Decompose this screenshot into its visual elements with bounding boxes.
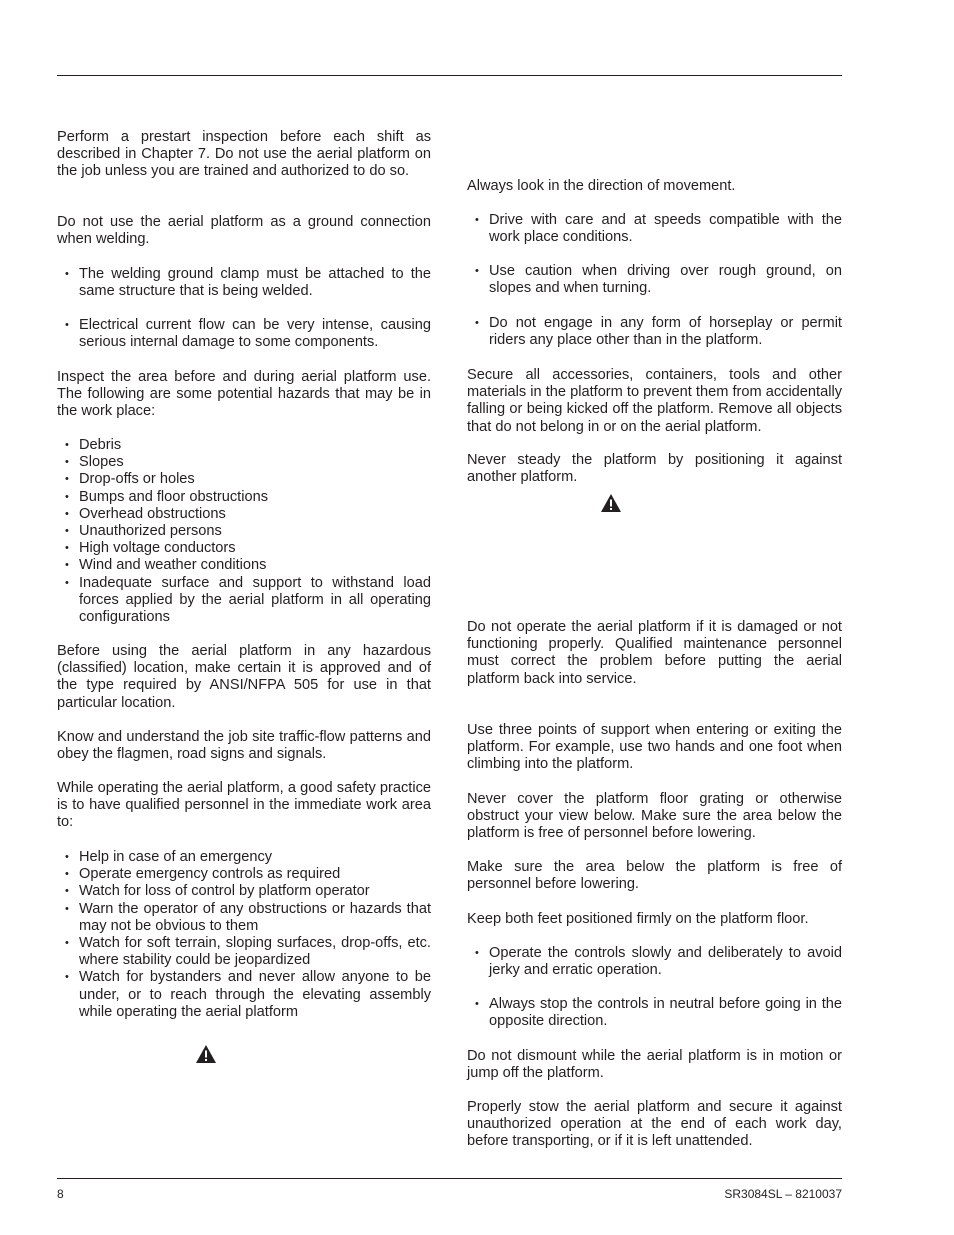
list-item: • The welding ground clamp must be attached to the same structure that is being welded.	[57, 266, 431, 300]
stow-paragraph: Properly stow the aerial platform and secure it against unauthorized operation at the end of each work day, before transporting, or if it is left unattended.	[467, 1099, 842, 1150]
list-item: • Watch for soft terrain, sloping surfaces, drop-offs, etc. where stability could be jeopardized	[57, 935, 431, 969]
list-item: • Drop-offs or holes	[57, 471, 431, 488]
dismount-paragraph: Do not dismount while the aerial platform is in motion or jump off the platform.	[467, 1048, 842, 1082]
list-item: • Help in case of an emergency	[57, 849, 431, 866]
hazardous-location-paragraph: Before using the aerial platform in any hazardous (classified) location, make certain it is approved and of the type required by ANSI/NFPA 505 for use in that particular location.	[57, 643, 431, 711]
never-steady-paragraph: Never steady the platform by positioning it against another platform.	[467, 452, 842, 486]
drive-bullet-list	[467, 212, 842, 246]
list-item: • Inadequate surface and support to withstand load forces applied by the aerial platform in all operating configurations	[57, 575, 431, 627]
list-item: • Slopes	[57, 454, 431, 471]
drive-bullet-list	[467, 263, 842, 297]
list-item: • Drive with care and at speeds compatible with the work place conditions.	[467, 212, 842, 246]
list-item: • Always stop the controls in neutral before going in the opposite direction.	[467, 996, 842, 1030]
list-item: • Watch for bystanders and never allow anyone to be under, or to reach through the elevating assembly while operating the aerial platform	[57, 969, 431, 1021]
list-item: • Operate the controls slowly and deliberately to avoid jerky and erratic operation.	[467, 945, 842, 979]
feet-paragraph: Keep both feet positioned firmly on the platform floor.	[467, 911, 809, 927]
welding-paragraph: Do not use the aerial platform as a ground connection when welding.	[57, 214, 431, 248]
never-cover-paragraph: Never cover the platform floor grating or otherwise obstruct your view below. Make sure the area below the platform is free of personnel before lowering.	[467, 791, 842, 842]
personnel-task-list	[57, 849, 431, 1021]
list-item: • Electrical current flow can be very intense, causing serious internal damage to some components.	[57, 317, 431, 351]
area-below-paragraph: Make sure the area below the platform is free of personnel before lowering.	[467, 859, 842, 893]
list-item: • Watch for loss of control by platform operator	[57, 883, 431, 900]
list-item: • Operate emergency controls as required	[57, 866, 431, 883]
inspect-area-paragraph: Inspect the area before and during aerial platform use. The following are some potential hazards that may be in the work place:	[57, 369, 431, 420]
look-direction-paragraph: Always look in the direction of movement.	[467, 178, 736, 194]
list-item: • Use caution when driving over rough ground, on slopes and when turning.	[467, 263, 842, 297]
list-item: • Unauthorized persons	[57, 523, 431, 540]
damaged-paragraph: Do not operate the aerial platform if it is damaged or not functioning properly. Qualified maintenance personnel must correct the problem before putting the aerial platform back into service.	[467, 619, 842, 687]
prestart-paragraph: Perform a prestart inspection before each shift as described in Chapter 7. Do not use the aerial platform on the job unless you are trained and authorized to do so.	[57, 129, 431, 180]
list-item: • High voltage conductors	[57, 540, 431, 557]
document-id: SR3084SL – 8210037	[724, 1187, 842, 1201]
control-bullet-list	[467, 996, 842, 1030]
drive-bullet-list	[467, 315, 842, 349]
page-number: 8	[57, 1187, 64, 1201]
footer-rule	[57, 1178, 842, 1179]
list-item: • Do not engage in any form of horseplay or permit riders any place other than in the platform.	[467, 315, 842, 349]
list-item: • Debris	[57, 437, 431, 454]
hazard-list	[57, 437, 431, 626]
traffic-paragraph: Know and understand the job site traffic-flow patterns and obey the flagmen, road signs and signals.	[57, 729, 431, 763]
three-points-paragraph: Use three points of support when entering or exiting the platform. For example, use two hands and one foot when climbing into the platform.	[467, 722, 842, 773]
welding-bullet-list	[57, 317, 431, 351]
header-rule	[57, 75, 842, 76]
list-item: • Overhead obstructions	[57, 506, 431, 523]
welding-bullet-list	[57, 266, 431, 300]
list-item: • Wind and weather conditions	[57, 557, 431, 574]
list-item: • Warn the operator of any obstructions or hazards that may not be obvious to them	[57, 901, 431, 935]
list-item: • Bumps and floor obstructions	[57, 489, 431, 506]
secure-accessories-paragraph: Secure all accessories, containers, tools and other materials in the platform to prevent them from accidentally falling or being kicked off the platform. Remove all objects that do not belong in or on the aerial platform.	[467, 367, 842, 435]
control-bullet-list	[467, 945, 842, 979]
good-practice-paragraph: While operating the aerial platform, a good safety practice is to have qualified personnel in the immediate work area to:	[57, 780, 431, 831]
